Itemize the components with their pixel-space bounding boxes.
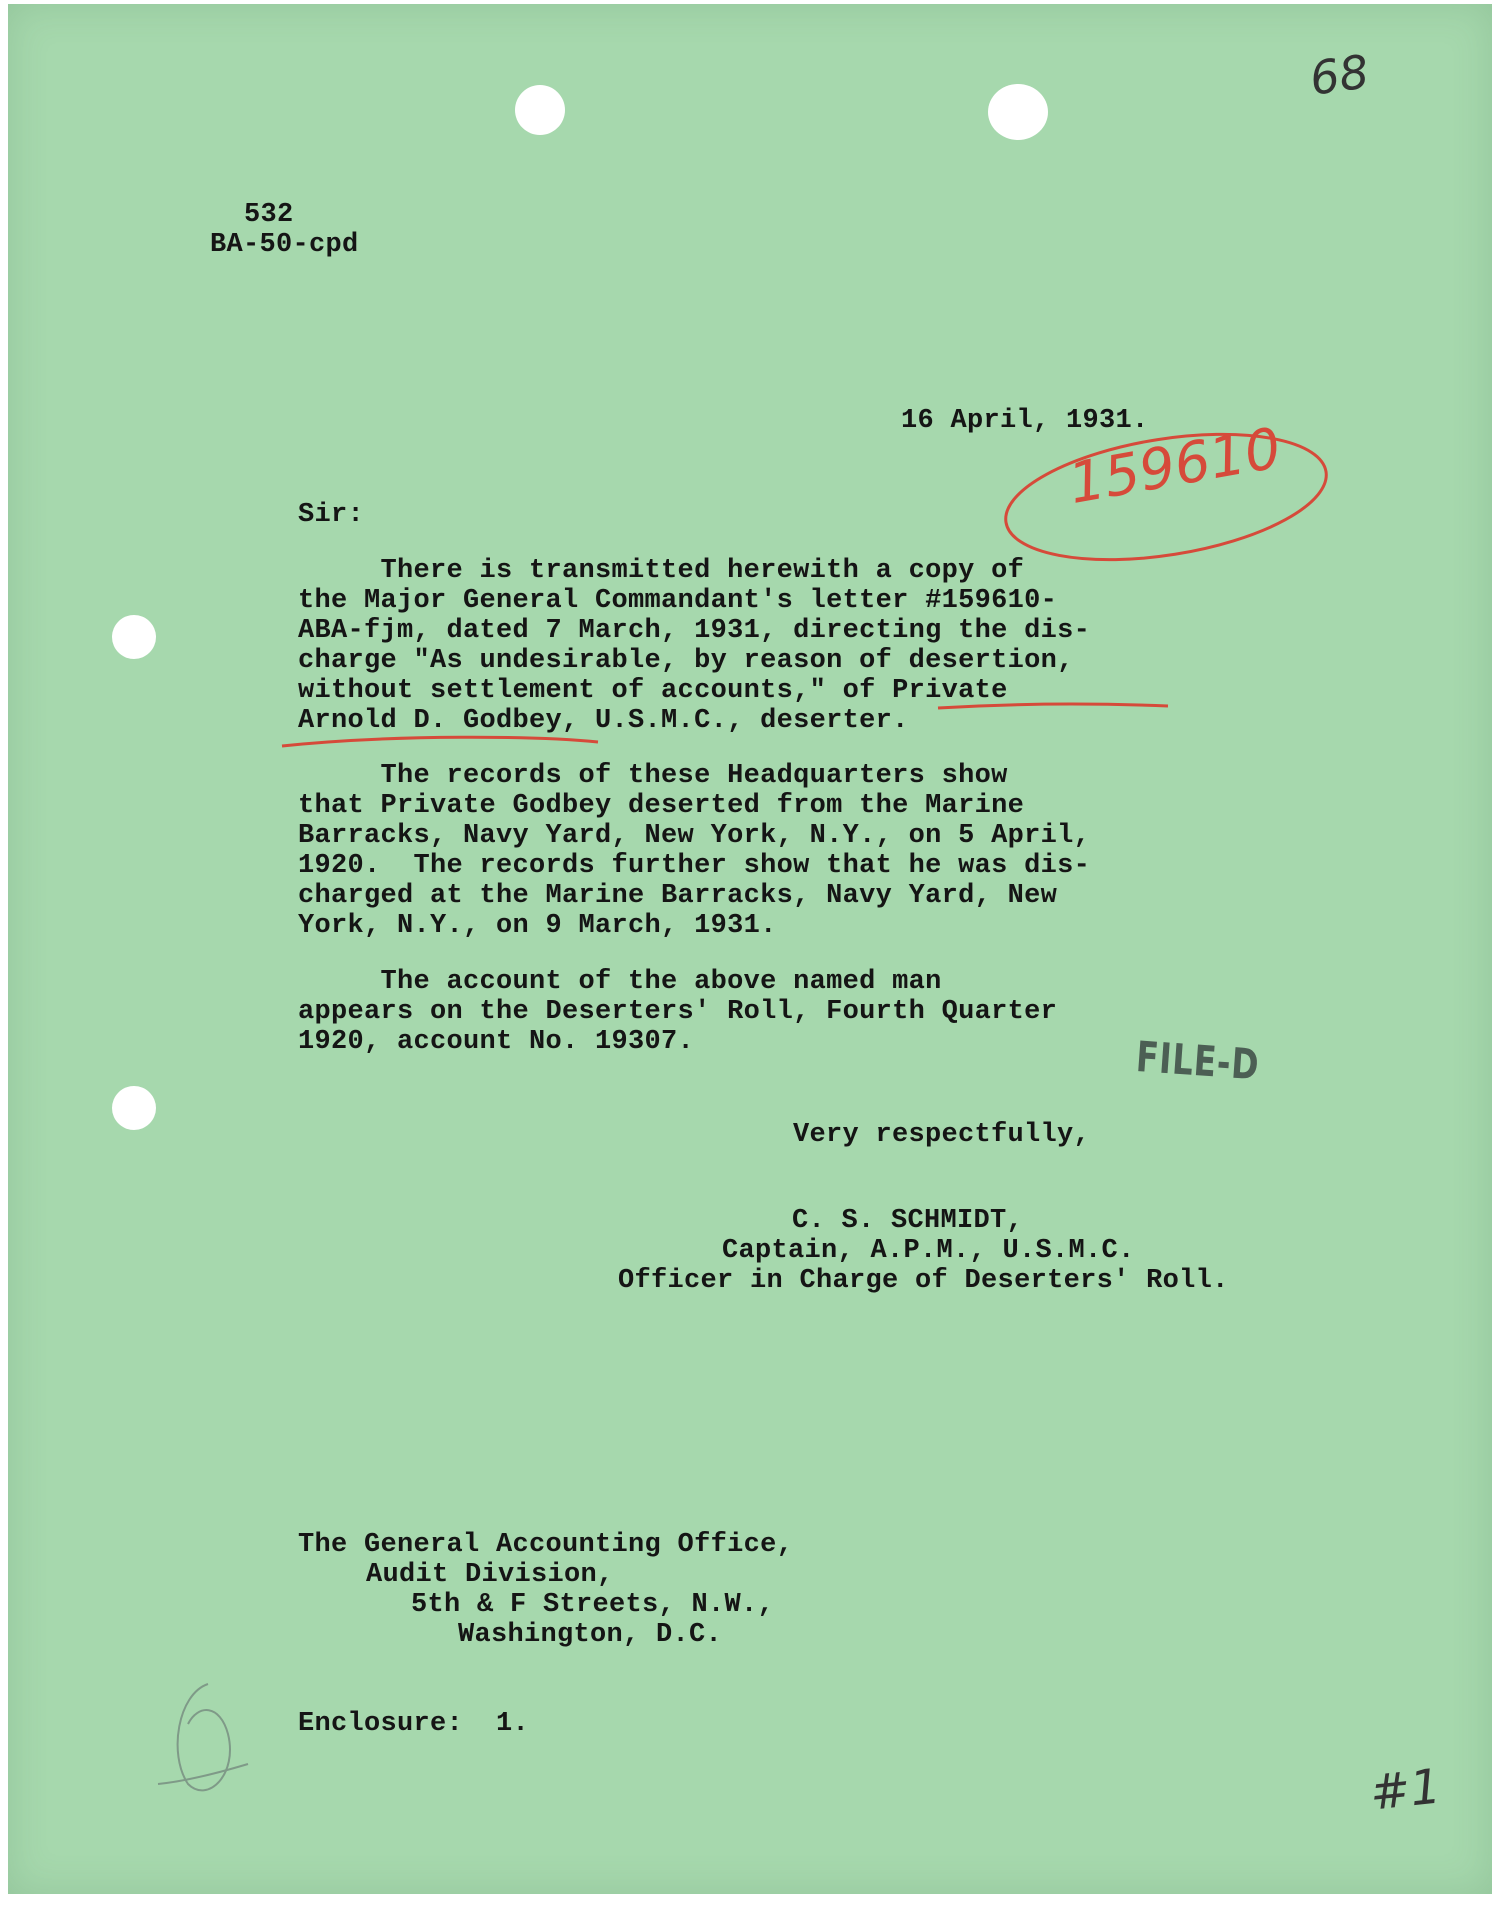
pencil-initial-mark bbox=[138, 1664, 268, 1804]
paragraph-2-line: The records of these Headquarters show bbox=[298, 761, 1008, 791]
paragraph-2-line: 1920. The records further show that he was dis- bbox=[298, 851, 1091, 881]
file-stamp: FILE-D bbox=[1134, 1032, 1262, 1090]
salutation: Sir: bbox=[298, 500, 365, 530]
paragraph-3-line: 1920, account No. 19307. bbox=[298, 1027, 695, 1057]
punch-hole-top-left bbox=[515, 85, 565, 135]
signature-name: C. S. SCHMIDT, bbox=[792, 1206, 1024, 1236]
red-underline-lower bbox=[282, 737, 598, 746]
paragraph-1-line: without settlement of accounts," of Private bbox=[298, 676, 1008, 706]
paragraph-1-line: ABA-fjm, dated 7 March, 1931, directing the dis- bbox=[298, 616, 1091, 646]
letter-date: 16 April, 1931. bbox=[901, 406, 1149, 436]
bottom-right-mark: #1 bbox=[1367, 1758, 1444, 1822]
red-circled-number: 159610 bbox=[1063, 415, 1286, 518]
paragraph-1-line: charge "As undesirable, by reason of desertion, bbox=[298, 646, 1074, 676]
paragraph-1-line: the Major General Commandant's letter #159610- bbox=[298, 586, 1058, 616]
address-line-4: Washington, D.C. bbox=[458, 1620, 723, 1650]
pencil-stroke bbox=[178, 1684, 230, 1790]
paragraph-3-line: The account of the above named man bbox=[298, 967, 942, 997]
punch-hole-left-lower bbox=[112, 1086, 156, 1130]
paragraph-2-line: charged at the Marine Barracks, Navy Yard, New bbox=[298, 881, 1058, 911]
address-line-1: The General Accounting Office, bbox=[298, 1530, 794, 1560]
paragraph-1-line: There is transmitted herewith a copy of bbox=[298, 556, 1025, 586]
paragraph-2-line: York, N.Y., on 9 March, 1931. bbox=[298, 911, 777, 941]
punch-hole-top-right bbox=[988, 84, 1048, 140]
file-number: 532 bbox=[244, 200, 294, 230]
address-line-3: 5th & F Streets, N.W., bbox=[411, 1590, 775, 1620]
signature-title: Officer in Charge of Deserters' Roll. bbox=[618, 1266, 1229, 1296]
address-line-2: Audit Division, bbox=[366, 1560, 614, 1590]
page-number-handwritten: 68 bbox=[1306, 44, 1373, 106]
document-page bbox=[8, 4, 1492, 1894]
paragraph-1-line: Arnold D. Godbey, U.S.M.C., deserter. bbox=[298, 706, 909, 736]
paragraph-3-line: appears on the Deserters' Roll, Fourth Quarter bbox=[298, 997, 1058, 1027]
file-code: BA-50-cpd bbox=[210, 230, 359, 260]
signature-rank: Captain, A.P.M., U.S.M.C. bbox=[722, 1236, 1135, 1266]
red-underline-upper bbox=[938, 704, 1168, 708]
closing: Very respectfully, bbox=[793, 1120, 1091, 1150]
paragraph-2-line: that Private Godbey deserted from the Marine bbox=[298, 791, 1025, 821]
red-underline-annotation bbox=[278, 694, 1178, 754]
punch-hole-left-middle bbox=[112, 615, 156, 659]
enclosure: Enclosure: 1. bbox=[298, 1709, 530, 1739]
paragraph-2-line: Barracks, Navy Yard, New York, N.Y., on 5 April, bbox=[298, 821, 1091, 851]
pencil-stroke bbox=[158, 1764, 248, 1784]
